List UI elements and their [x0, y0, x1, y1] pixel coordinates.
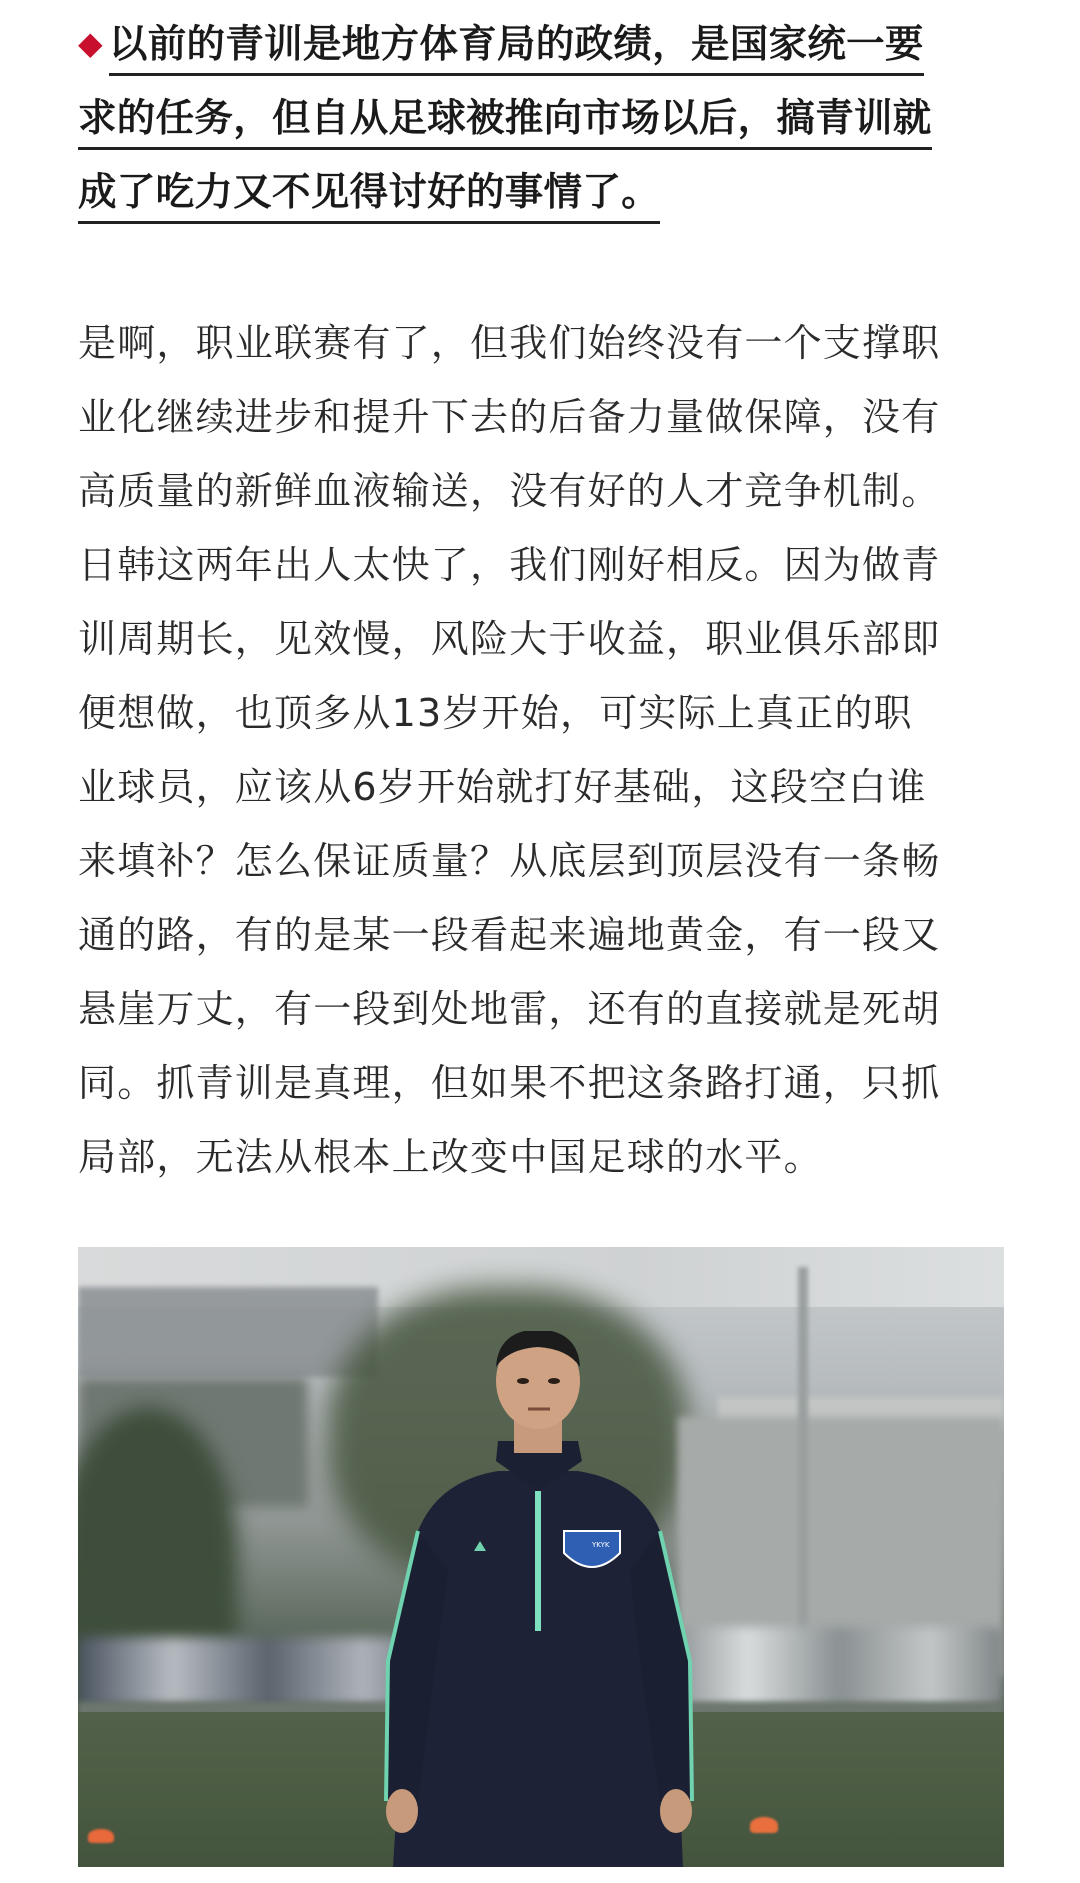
pull-quote-text: 以前的青训是地方体育局的政绩，是国家统一要	[109, 22, 924, 76]
training-cone-icon	[88, 1829, 114, 1843]
paragraph-line: 通的路，有的是某一段看起来遍地黄金，有一段又	[78, 913, 941, 957]
paragraph-line: 业球员，应该从6岁开始就打好基础，这段空白谁	[78, 765, 927, 809]
paragraph-line: 局部，无法从根本上改变中国足球的水平。	[78, 1135, 823, 1179]
paragraph-line: 训周期长，见效慢，风险大于收益，职业俱乐部即	[78, 617, 941, 661]
article-photo[interactable]	[78, 1247, 1004, 1867]
article-content	[78, 0, 1004, 1194]
paragraph-line: 悬崖万丈，有一段到处地雷，还有的直接就是死胡	[78, 987, 941, 1031]
red-diamond-icon: ◆	[78, 24, 103, 62]
paragraph-line: 便想做，也顶多从13岁开始，可实际上真正的职	[78, 691, 913, 735]
badge-text: YKYK	[592, 1541, 610, 1549]
training-cone-icon	[750, 1817, 778, 1833]
paragraph-line: 日韩这两年出人太快了，我们刚好相反。因为做青	[78, 543, 941, 587]
paragraph-line: 来填补？怎么保证质量？从底层到顶层没有一条畅	[78, 839, 941, 883]
paragraph-line: 同。抓青训是真理，但如果不把这条路打通，只抓	[78, 1061, 941, 1105]
pull-quote-text: 求的任务，但自从足球被推向市场以后，搞青训就	[78, 96, 932, 150]
photo-light-pole	[798, 1267, 808, 1647]
paragraph-line: 高质量的新鲜血液输送，没有好的人才竞争机制。	[78, 469, 941, 513]
pull-quote-line	[78, 156, 1004, 230]
pull-quote-line	[78, 8, 1004, 82]
paragraph-line: 业化继续进步和提升下去的后备力量做保障，没有	[78, 395, 941, 439]
article-paragraph	[78, 306, 1004, 1194]
paragraph-line: 是啊，职业联赛有了，但我们始终没有一个支撑职	[78, 321, 941, 365]
pull-quote-text: 成了吃力又不见得讨好的事情了。	[78, 170, 660, 224]
pull-quote	[78, 8, 1004, 230]
pull-quote-line	[78, 82, 1004, 156]
coach-figure	[378, 1331, 698, 1867]
photo-building-left	[78, 1287, 378, 1377]
